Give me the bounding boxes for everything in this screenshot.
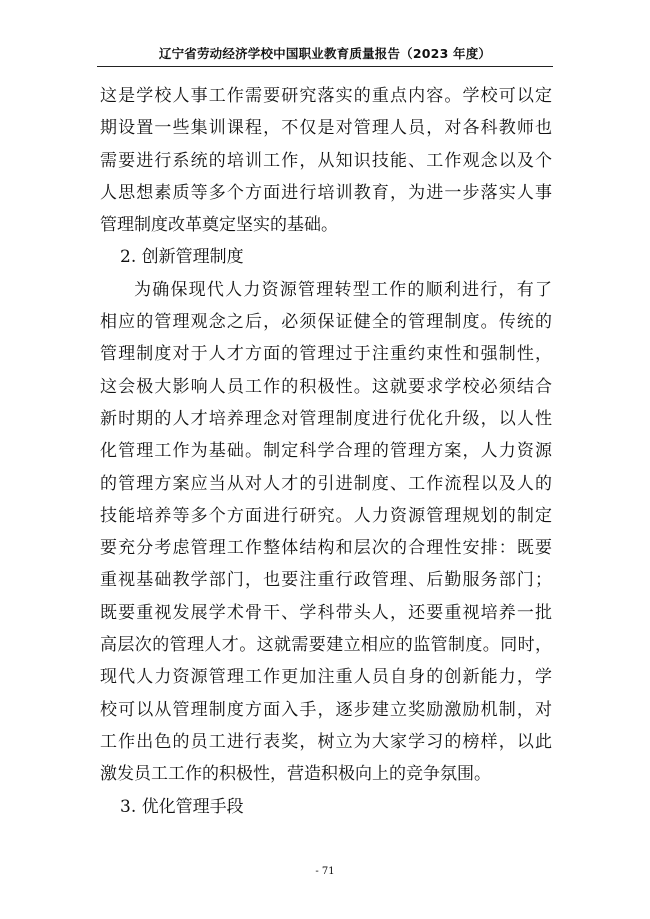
paragraph-2: [100, 274, 552, 791]
paragraph-line: 重视基础教学部门，也要注重行政管理、后勤服务部门；: [100, 570, 552, 591]
document-body: [100, 80, 552, 823]
paragraph-line: 管理制度对于人才方面的管理过于注重约束性和强制性，: [100, 344, 552, 365]
paragraph-line: 的管理方案应当从对人才的引进制度、工作流程以及人的: [100, 473, 552, 494]
paragraph-line: 激发员工工作的积极性，营造积极向上的竞争氛围。: [100, 764, 491, 785]
paragraph-line: 化管理工作为基础。制定科学合理的管理方案，人力资源: [100, 441, 552, 462]
paragraph-line: 要充分考虑管理工作整体结构和层次的合理性安排：既要: [100, 538, 552, 559]
paragraph-line: 既要重视发展学术骨干、学科带头人，还要重视培养一批: [100, 602, 552, 623]
header-divider: [97, 66, 553, 67]
paragraph-line: 高层次的管理人才。这就需要建立相应的监管制度。同时，: [100, 635, 552, 656]
paragraph-line: 工作出色的员工进行表奖，树立为大家学习的榜样，以此: [100, 731, 552, 752]
section-heading-3: 3. 优化管理手段: [120, 796, 244, 817]
paragraph-line: 期设置一些集训课程，不仅是对管理人员，对各科教师也: [100, 118, 552, 139]
paragraph-line: 为确保现代人力资源管理转型工作的顺利进行，有了: [134, 279, 552, 300]
page-header-title: 辽宁省劳动经济学校中国职业教育质量报告（2023 年度）: [158, 46, 492, 61]
paragraph-line: 这是学校人事工作需要研究落实的重点内容。学校可以定: [100, 86, 552, 106]
paragraph-line: 现代人力资源管理工作更加注重人员自身的创新能力，学: [100, 667, 552, 688]
page-number: - 71: [315, 866, 335, 877]
paragraph-line: 管理制度改革奠定坚实的基础。: [100, 215, 338, 236]
paragraph-line: 校可以从管理制度方面入手，逐步建立奖励激励机制，对: [100, 699, 552, 720]
paragraph-line: 技能培养等多个方面进行研究。人力资源管理规划的制定: [100, 505, 552, 526]
section-heading-2: 2. 创新管理制度: [120, 247, 244, 268]
paragraph-line: 人思想素质等多个方面进行培训教育，为进一步落实人事: [100, 182, 552, 203]
paragraph-line: 这会极大影响人员工作的积极性。这就要求学校必须结合: [100, 376, 552, 397]
paragraph-line: 相应的管理观念之后，必须保证健全的管理制度。传统的: [100, 312, 552, 333]
paragraph-line: 需要进行系统的培训工作，从知识技能、工作观念以及个: [100, 150, 552, 171]
paragraph-1: [100, 80, 552, 241]
paragraph-line: 新时期的人才培养理念对管理制度进行优化升级，以人性: [100, 408, 552, 429]
